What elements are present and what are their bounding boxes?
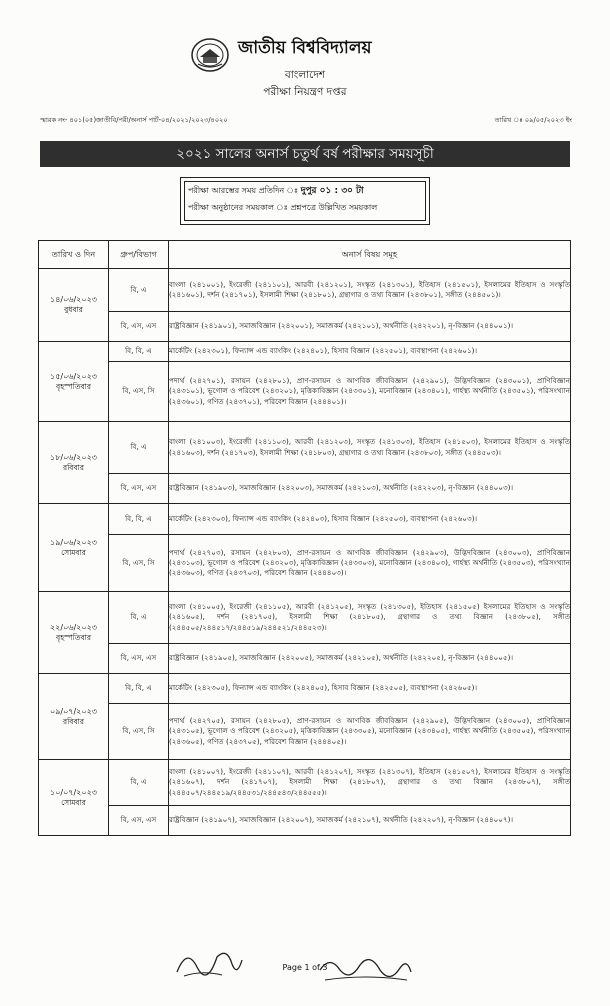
- exam-date: ১৪/০৬/২০২৩: [50, 295, 97, 305]
- exam-date: ১৫/০৬/২০২৩: [50, 371, 97, 381]
- group-cell: বি, এ: [109, 269, 169, 312]
- group-cell: বি, বি, এ: [109, 342, 169, 362]
- group-cell: বি, এস, এস: [109, 644, 169, 674]
- subjects-cell: রাষ্ট্রবিজ্ঞান (২৪১৯০৫), সমাজবিজ্ঞান (২৪২০০৫), সমাজকর্ম (২৪২১০৫), অর্থনীতি (২৪২২০৫), নৃ-বিজ্ঞান (২৪৪০০৫)।: [169, 644, 571, 674]
- table-row: [39, 362, 571, 422]
- group-cell: বি, বি, এ: [109, 504, 169, 535]
- subjects-cell: বাংলা (২৪১০০৭), ইংরেজী (২৪১১০৭), আরবী (২৪১২০৭), সংস্কৃত (২৪১৩০৭), ইতিহাস (২৪১৫০৭), ইসলামের ইতিহাস ও সংস্কৃতি (২৪১৬০৭), দর্শন (২৪১৭০৭), ইসলামী শিক্ষা (২৪১৮০৭), গ্রন্থাগার ও তথ্য বিজ্ঞান (২৪৩৮০৭), সঙ্গীত (২৪৪৫০৭/২৪৪৫১৯/২৪৪৫৩১/২৪৪৫৪৩/২৪৪৫৫৫)।: [169, 760, 571, 806]
- header-subjects: অনার্স বিষয় সমূহ: [169, 241, 571, 269]
- subjects-cell: বাংলা (২৪১০০৩), ইংরেজী (২৪১১০৩), আরবী (২৪১২০৩), সংস্কৃত (২৪১৩০৩), ইতিহাস (২৪১৫০৩), ইসলামের ইতিহাস ও সংস্কৃতি (২৪১৬০৩), দর্শন (২৪১৭০৩), ইসলামী শিক্ষা (২৪১৮০৩), গ্রন্থাগার ও তথ্য বিজ্ঞান (২৪৩৮০৩), সঙ্গীত (২৪৪৫০৩)।: [169, 422, 571, 474]
- table-row: [39, 504, 571, 535]
- subjects-cell: মার্কেটিং (২৪২৩০১), ফিন্যান্স এন্ড ব্যাংকিং (২৪২৪০১), হিসাব বিজ্ঞান (২৪২৫০১), ব্যবস্থাপনা (২৪২৬০১)।: [169, 342, 571, 362]
- subjects-cell: পদার্থ (২৪২৭০৫), রসায়ন (২৪২৮০৫), প্রাণ-রসায়ন ও আণবিক জীববিজ্ঞান (২৪২৯০৫), উদ্ভিদবিজ্ঞান (২৪৩০০৫), প্রাণিবিজ্ঞান (২৪৩১০৫), ভূগোল ও পরিবেশ (২৪৩২০৫), মৃত্তিকাবিজ্ঞান (২৪৩৩০৫), মনোবিজ্ঞান (২৪৩৪০৫), গার্হস্থ্য অর্থনীতি (২৪৩৫০৫), পরিসংখ্যান (২৪৩৬০৫), গণিত (২৪৩৭০৫), পরিবেশ বিজ্ঞান (২৪৪৪০৫)।: [169, 704, 571, 760]
- table-header-row: [39, 241, 571, 269]
- exam-date: ২২/০৬/২০২৩: [49, 622, 97, 632]
- exam-date: ১৯/০৬/২০২৩: [50, 537, 97, 547]
- group-cell: বি, এস, এস: [109, 474, 169, 504]
- exam-date: ১৮/০৬/২০২৩: [50, 452, 97, 462]
- table-row: [39, 269, 571, 312]
- group-cell: বি, এস, এস: [109, 312, 169, 342]
- date-cell: [39, 504, 109, 592]
- header-date: তারিখ ও দিন: [39, 241, 109, 269]
- subjects-cell: পদার্থ (২৪২৭০১), রসায়ন (২৪২৮০১), প্রাণ-রসায়ন ও আণবিক জীববিজ্ঞান (২৪২৯০১), উদ্ভিদবিজ্ঞান (২৪৩০০১), প্রাণিবিজ্ঞান (২৪৩১০১), ভূগোল ও পরিবেশ (২৪৩২০১), মৃত্তিকাবিজ্ঞান (২৪৩৩০১), মনোবিজ্ঞান (২৪৩৪০১), গার্হস্থ্য অর্থনীতি (২৪৩৫০১), পরিসংখ্যান (২৪৩৬০১), গণিত (২৪৩৭০১), পরিবেশ বিজ্ঞান (২৪৪৪০১)।: [169, 362, 571, 422]
- table-row: [39, 760, 571, 806]
- group-cell: বি, এস, সি: [109, 362, 169, 422]
- office-name: পরীক্ষা নিয়ন্ত্রণ দপ্তর: [263, 86, 347, 98]
- start-time-label: পরীক্ষা আরম্ভের সময় প্রতিদিন ঃ: [188, 186, 299, 195]
- group-cell: বি, এ: [109, 592, 169, 644]
- table-row: [39, 535, 571, 592]
- exam-day: সোমবার: [61, 547, 86, 557]
- table-row: [39, 312, 571, 342]
- group-cell: বি, এস, সি: [109, 704, 169, 760]
- header-group: গ্রুপ/বিভাগ: [109, 241, 169, 269]
- table-row: [39, 342, 571, 362]
- date-cell: [39, 422, 109, 504]
- group-cell: বি, এ: [109, 422, 169, 474]
- subjects-cell: রাষ্ট্রবিজ্ঞান (২৪১৯০১), সমাজবিজ্ঞান (২৪২০০১), সমাজকর্ম (২৪২১০১), অর্থনীতি (২৪২২০১), নৃ-বিজ্ঞান (২৪৪০০১)।: [169, 312, 571, 342]
- exam-day: বৃহস্পতিবার: [56, 632, 91, 642]
- table-row: [39, 422, 571, 474]
- date-cell: [39, 674, 109, 760]
- university-name: জাতীয় বিশ্ববিদ্যালয়: [238, 38, 372, 58]
- date-cell: [39, 269, 109, 342]
- table-row: [39, 704, 571, 760]
- exam-start-time: [188, 183, 364, 198]
- group-cell: বি, বি, এ: [109, 674, 169, 704]
- date-cell: [39, 342, 109, 422]
- date-cell: [39, 592, 109, 674]
- exam-day: বুধবার: [64, 305, 83, 315]
- exam-day: রবিবার: [63, 716, 84, 726]
- schedule-title: ২০২১ সালের অনার্স চতুর্থ বর্ষ পরীক্ষার সময়সূচী: [40, 141, 570, 167]
- exam-day: রবিবার: [63, 462, 84, 472]
- group-cell: বি, এস, এস: [109, 806, 169, 836]
- issue-date: তারিখ ঃ ০৯/০৫/২০২৩ ইং: [494, 116, 572, 124]
- exam-day: বৃহস্পতিবার: [56, 381, 91, 391]
- table-row: [39, 806, 571, 836]
- signature-left-icon: [172, 942, 247, 982]
- start-time-value: দুপুর ০১ : ৩০ টা: [300, 186, 364, 196]
- table-row: [39, 644, 571, 674]
- memo-number: স্মারক নং- ৪০১(০৫)জাতীবি/পরী/অনার্স পার্ট-০৪/২০২১/২০২৩/৪০২০: [40, 116, 228, 124]
- subjects-cell: মার্কেটিং (২৪২৩০৩), ফিন্যান্স এন্ড ব্যাংকিং (২৪২৪০৩), হিসাব বিজ্ঞান (২৪২৫০৩), ব্যবস্থাপনা (২৪২৬০৩)।: [169, 504, 571, 535]
- date-cell: [39, 760, 109, 836]
- exam-date: ১০/০৭/২০২৩: [50, 787, 97, 797]
- table-row: [39, 592, 571, 644]
- subjects-cell: পদার্থ (২৪২৭০৩), রসায়ন (২৪২৮০৩), প্রাণ-রসায়ন ও আণবিক জীববিজ্ঞান (২৪২৯০৩), উদ্ভিদবিজ্ঞান (২৪৩০০৩), প্রাণিবিজ্ঞান (২৪৩১০৩), ভূগোল ও পরিবেশ (২৪৩২০৩), মৃত্তিকাবিজ্ঞান (২৪৩৩০৩), মনোবিজ্ঞান (২৪৩৪০৩), গার্হস্থ্য অর্থনীতি (২৪৩৫০৩), পরিসংখ্যান (২৪৩৬০৩), গণিত (২৪৩৭০৩), পরিবেশ বিজ্ঞান (২৪৪৪০৩)।: [169, 535, 571, 592]
- subjects-cell: রাষ্ট্রবিজ্ঞান (২৪১৯০৭), সমাজবিজ্ঞান (২৪২০০৭), সমাজকর্ম (২৪২১০৭), অর্থনীতি (২৪২২০৭), নৃ-বিজ্ঞান (২৪৪০০৭)।: [169, 806, 571, 836]
- schedule-table: [38, 240, 571, 836]
- subjects-cell: মার্কেটিং (২৪২৩০৫), ফিন্যান্স এন্ড ব্যাংকিং (২৪২৪০৫), হিসাব বিজ্ঞান (২৪২৫০৫), ব্যবস্থাপনা (২৪২৬০৫)।: [169, 674, 571, 704]
- exam-duration: পরীক্ষা অনুষ্ঠানের সময়কাল ঃ প্রশ্নপত্রে উল্লিখিত সময়কাল: [188, 203, 378, 212]
- group-cell: বি, এ: [109, 760, 169, 806]
- table-row: [39, 674, 571, 704]
- subjects-cell: বাংলা (২৪১০০৫), ইংরেজী (২৪১১০৫), আরবী (২৪১২০৫), সংস্কৃত (২৪১৩০৫), ইতিহাস (২৪১৫০৫) ইসলামের ইতিহাস ও সংস্কৃতি (২৪১৬০৫), দর্শন (২৪১৭০৫), ইসলামী শিক্ষা (২৪১৮০৫), গ্রন্থাগার ও তথ্য বিজ্ঞান (২৪৩৮০৫), সঙ্গীত (২৪৪৫০৫/২৪৪৫১৭/২৪৪৫১৯/২৪৪৫২১/২৪৪৫২৩)।: [169, 592, 571, 644]
- table-row: [39, 474, 571, 504]
- exam-date: ০৯/০৭/২০২৩: [50, 706, 97, 716]
- subjects-cell: বাংলা (২৪১০০১), ইংরেজী (২৪১১০১), আরবী (২৪১২০১), সংস্কৃত (২৪১৩০১), ইতিহাস (২৪১৫০১), ইসলামের ইতিহাস ও সংস্কৃতি (২৪১৬০১), দর্শন (২৪১৭০১), ইসলামী শিক্ষা (২৪১৮০১), গ্রন্থাগার ও তথ্য বিজ্ঞান (২৪৩৮০১), সঙ্গীত (২৪৪৫০১)।: [169, 269, 571, 312]
- page-number: Page 1 of 3: [282, 963, 328, 972]
- group-cell: বি, এস, সি: [109, 535, 169, 592]
- country-name: বাংলাদেশ: [284, 69, 326, 81]
- exam-day: সোমবার: [61, 797, 86, 807]
- subjects-cell: রাষ্ট্রবিজ্ঞান (২৪১৯০৩), সমাজবিজ্ঞান (২৪২০০৩), সমাজকর্ম (২৪২১০৩), অর্থনীতি (২৪২২০৩), নৃ-বিজ্ঞান (২৪৪০০৩)।: [169, 474, 571, 504]
